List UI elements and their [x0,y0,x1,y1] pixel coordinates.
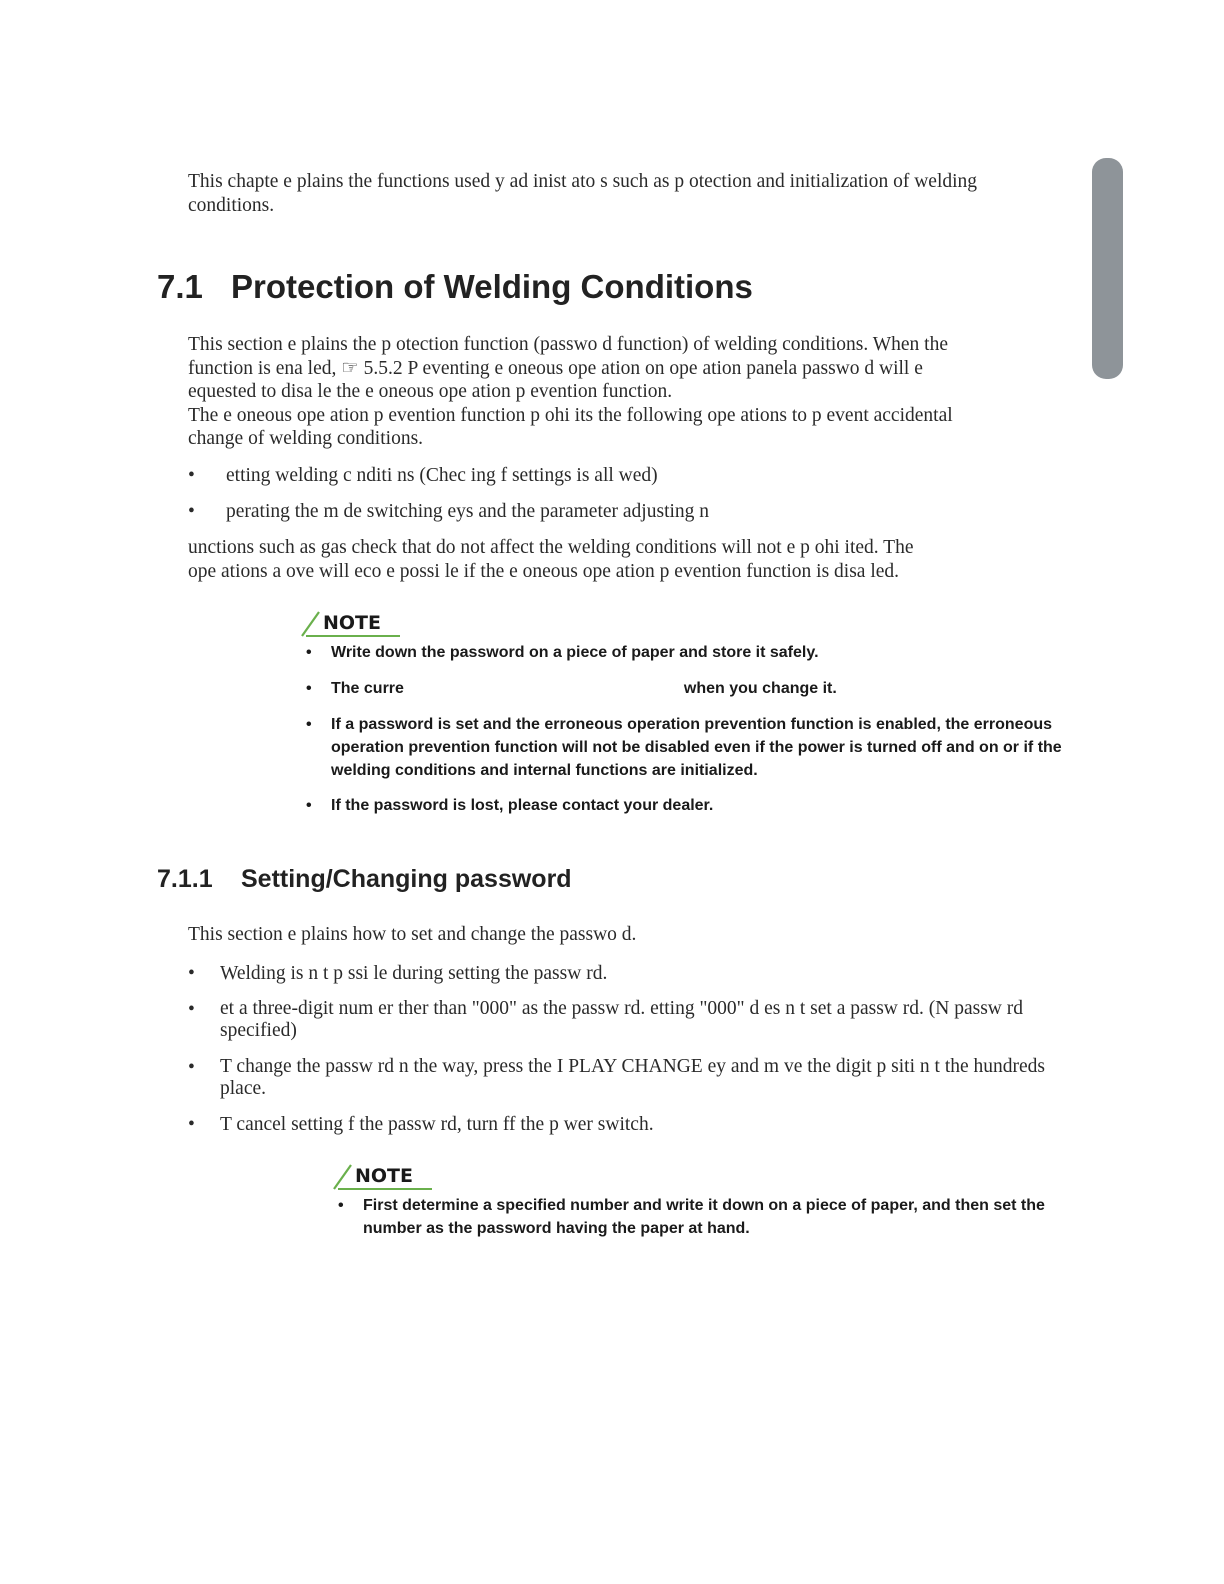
chapter-intro: This chapte e plains the functions used y ad inist ato s such as p otection and initialization of welding conditions. [188,171,978,216]
bullet-icon: • [188,999,195,1020]
bullet-icon: • [306,797,312,814]
section-heading-7-1 [157,268,753,306]
bullet-icon: • [306,716,312,733]
section-title: Protection of Welding Conditions [231,268,753,305]
chapter-side-tab [1092,158,1123,379]
paragraph-line: ope ations a ove will eco e possi le if the e oneous ope ation p evention function is disa led. [188,560,900,582]
paragraph-line: change of welding conditions. [188,428,424,449]
list-item: • Welding is n t p ssi le during setting the passw rd. [188,963,608,984]
note-item: • Write down the password on a piece of paper and store it safely. [306,641,1066,664]
note-partial-left: The curre [331,680,404,697]
note-slash-icon [332,1163,354,1191]
list-item: • et a three-digit num er ther than "000" as the passw rd. etting "000" d es n t set a passw rd. (N passw rd specified) [188,998,1023,1041]
section-7-1-paragraph [188,333,1088,451]
paragraph-line: function is ena led, ☞ 5.5.2 P eventing e oneous ope ation on ope ation panela passwo d will e [188,357,923,379]
note-label: NOTE [355,1165,413,1187]
subsection-title: Setting/Changing password [241,865,572,893]
section-7-1-1-intro: This section e plains how to set and change the passwo d. [188,924,637,945]
bullet-icon: • [188,465,195,486]
list-item: • perating the m de switching eys and the parameter adjusting n [188,501,710,522]
subsection-number: 7.1.1 [157,865,213,893]
paragraph-line: equested to disa le the e oneous ope ation p evention function. [188,381,673,402]
note-heading [300,610,400,638]
paragraph-line: This section e plains the p otection function (passwo d function) of welding conditions. When the [188,334,948,355]
bullet-icon: • [188,501,195,522]
list-item: • T change the passw rd n the way, press the I PLAY CHANGE ey and m ve the digit p siti n t the hundreds place. [188,1056,1045,1099]
note-item: • If the password is lost, please contact your dealer. [306,794,1066,817]
note-item: • If a password is set and the erroneous operation prevention function is enabled, the erroneous operation prevention function will not be disabled even if the power is turned off and on or if the welding conditions and internal functions are initialized. [306,713,1066,782]
list-item: • etting welding c nditi ns (Chec ing f settings is all wed) [188,465,658,486]
paragraph-line: The e oneous ope ation p evention function p ohi its the following ope ations to p event accidental [188,404,953,426]
bullet-icon: • [188,963,195,984]
bullet-icon: • [188,1114,195,1135]
note-item: • First determine a specified number and write it down on a piece of paper, and then set the number as the password having the paper at hand. [338,1194,1068,1240]
note-slash-icon [300,610,322,638]
section-7-1-paragraph-2 [188,536,1088,583]
paragraph-line: unctions such as gas check that do not affect the welding conditions will not e p ohi ited. The [188,537,914,558]
section-heading-7-1-1 [157,865,572,894]
section-number: 7.1 [157,268,203,305]
bullet-icon: • [306,680,312,697]
note-heading [332,1163,432,1191]
note-underline [306,635,400,637]
bullet-icon: • [338,1197,344,1214]
note-label: NOTE [323,612,381,634]
list-item: • T cancel setting f the passw rd, turn ff the p wer switch. [188,1114,654,1135]
note-partial-right: when you change it. [683,680,837,697]
bullet-icon: • [306,644,312,661]
note-underline [338,1188,432,1190]
bullet-icon: • [188,1057,195,1078]
note-item [306,677,1066,700]
